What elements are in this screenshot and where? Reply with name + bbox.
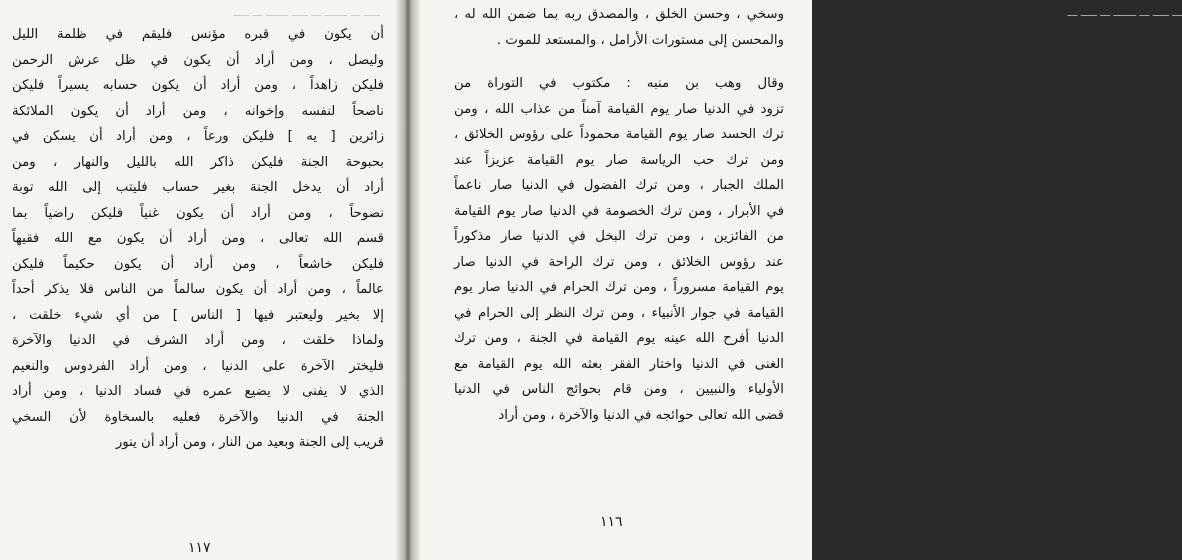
text-line: قسم الله تعالى ، ومن أراد أن يكون مع الله فقيهاً — [12, 231, 384, 246]
text-line: الملك الجبار ، ومن ترك الفضول في الدنيا صار ناعماً — [454, 178, 784, 193]
text-line: أن يكون في قبره مؤنس فليقم في ظلمة الليل — [12, 27, 384, 42]
text-line: وليصل ، ومن أراد أن يكون في ظل عرش الرحمن — [12, 52, 384, 68]
text-line: نصوحاً ، ومن أراد أن يكون غنياً فليكن راضياً بما — [12, 205, 384, 221]
text-line: من الفائزين ، ومن ترك البخل في الدنيا صار مذكوراً — [454, 229, 784, 244]
page-number-right: ١١٦ — [600, 514, 623, 530]
text-line: الجنة في الدنيا والآخرة فعليه بالسخاوة لأن السخي — [12, 409, 384, 425]
left-page — [0, 0, 404, 560]
book-gutter — [396, 0, 420, 560]
text-line: إلا بخير وليعتبر فيها [ الناس ] من أي شيء خلقت ، — [12, 307, 384, 323]
text-line: الغنى في الدنيا واختار الفقر بعثه الله يوم القيامة مع — [454, 356, 784, 372]
text-line: وسخي ، وحسن الخلق ، والمصدق ربه بما ضمن الله له ، — [454, 7, 784, 22]
text-line: فليكن خاشعاً ، ومن أراد أن يكون حكيماً فليكن — [12, 256, 384, 272]
text-line: عالماً ، ومن أراد أن يكون سالماً من الناس فلا يذكر أحداً — [12, 282, 384, 297]
text-line: ومن ترك حب الرياسة صار يوم القيامة عزيزاً عند — [454, 152, 784, 168]
right-page — [412, 0, 1182, 560]
text-line: عند رؤوس الخلائق ، ومن ترك الراحة في الدنيا صار — [454, 254, 784, 270]
text-line: ناصحاً لنفسه وإخوانه ، ومن أراد أن يكون الملائكة — [12, 103, 384, 119]
show-through-text: ـــ ـــــ ـــ ـــــــ ـــ ـــــ ـــ — [1067, 6, 1182, 19]
text-line: قريب إلى الجنة وبعيد من النار ، ومن أراد أن ينور — [115, 435, 384, 450]
text-line: الدنيا أفرح الله عينه يوم القيامة في الجنة ، ومن ترك — [454, 331, 784, 346]
page-number-left: ١١٧ — [188, 540, 211, 556]
paragraph-gap — [454, 53, 784, 71]
text-line: تزود في الدنيا صار يوم القيامة آمناً من عذاب الله ، ومن — [454, 101, 784, 117]
right-page-body — [454, 2, 784, 428]
text-line: أراد أن يدخل الجنة بغير حساب فليتب إلى الله توبة — [12, 180, 384, 195]
show-through-text: ـــــ ـــ ـــــــ ـــ ـــــ ـــــــ ـــ ـــــ — [233, 6, 380, 19]
text-line: في الأبرار ، ومن ترك الخصومة في الدنيا صار يوم القيامة — [454, 203, 784, 219]
text-line: الذي لا يفنى لا يضيع عمره في فساد الدنيا ، ومن أراد — [12, 384, 384, 399]
text-line: ترك الحسد صار يوم القيامة محموداً على رؤوس الخلائق ، — [454, 127, 784, 142]
text-line: القيامة في جوار الأنبياء ، ومن ترك النظر إلى الحرام في — [454, 305, 784, 321]
text-line: الأولياء والنبيين ، ومن قام بحوائج الناس في الدنيا — [454, 382, 784, 397]
text-line: قضى الله تعالى حوائجه في الدنيا والآخرة ، ومن أراد — [498, 407, 784, 423]
text-line: فليكن زاهداً ، ومن أراد أن يكون حسابه يسيراً فليكن — [12, 78, 384, 93]
text-line: يوم القيامة مسروراً ، ومن ترك الحرام في الدنيا صار يوم — [454, 280, 784, 295]
text-line: وقال وهب بن منبه : مكتوب في التوراة من — [454, 76, 784, 91]
text-line: ولماذا خلقت ، ومن أراد الشرف في الدنيا والآخرة — [12, 333, 384, 348]
text-line: بحبوحة الجنة فليكن ذاكر الله بالليل والنهار ، ومن — [12, 154, 384, 170]
text-line: فليختر الآخرة على الدنيا ، ومن أراد الفردوس والنعيم — [12, 358, 384, 374]
text-line: زائرين [ يه ] فليكن ورعاً ، ومن أراد أن يسكن في — [12, 129, 384, 144]
text-line: والمحسن إلى مستورات الأرامل ، والمستعد للموت . — [496, 32, 784, 48]
left-page-body — [12, 22, 384, 456]
